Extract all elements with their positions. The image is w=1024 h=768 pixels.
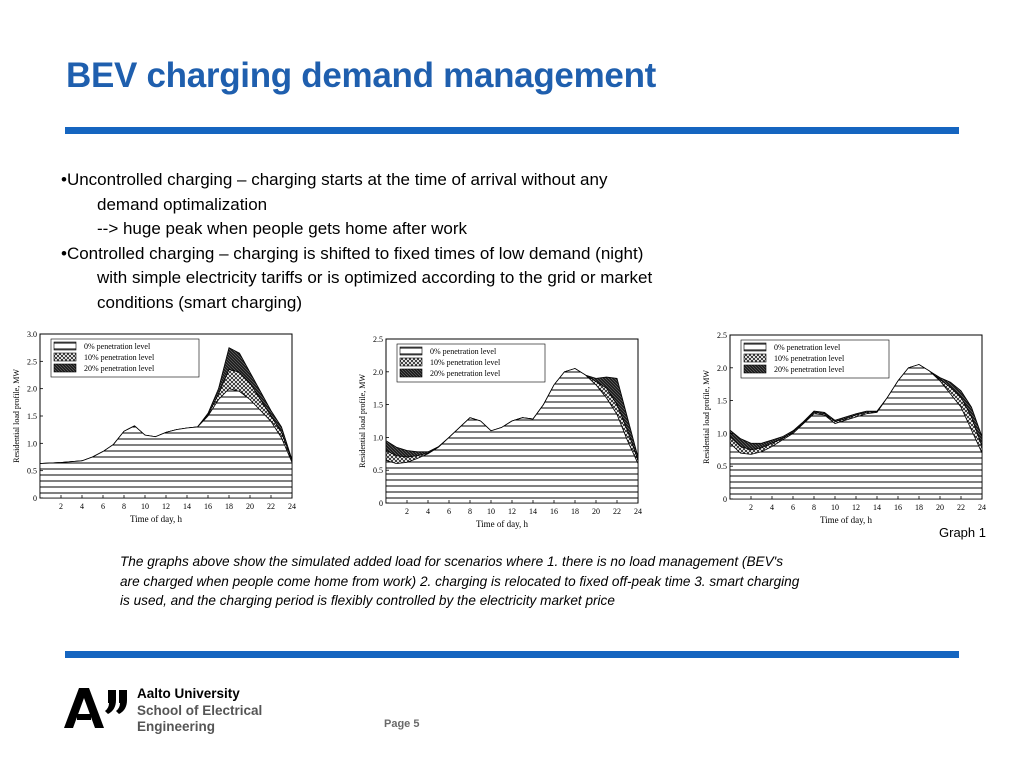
- x-axis-label: Time of day, h: [129, 514, 183, 524]
- chart-smart-charging: [700, 329, 992, 529]
- x-tick-label: 12: [852, 503, 860, 512]
- x-tick-label: 6: [791, 503, 795, 512]
- legend-swatch: [400, 369, 422, 377]
- x-tick-label: 2: [59, 502, 63, 511]
- legend-entry: 10% penetration level: [774, 354, 845, 363]
- legend-entry: 20% penetration level: [774, 365, 845, 374]
- x-tick-label: 2: [405, 507, 409, 516]
- x-tick-label: 14: [873, 503, 881, 512]
- x-tick-label: 18: [571, 507, 579, 516]
- legend-swatch: [54, 364, 76, 372]
- x-tick-label: 6: [101, 502, 105, 511]
- legend-swatch: [54, 342, 76, 350]
- x-tick-label: 4: [770, 503, 774, 512]
- y-tick-label: 2.0: [717, 363, 727, 373]
- y-tick-label: 0: [723, 495, 727, 504]
- x-tick-label: 18: [225, 502, 233, 511]
- legend-entry: 10% penetration level: [430, 358, 501, 367]
- x-tick-label: 2: [749, 503, 753, 512]
- bullet-controlled-cont: with simple electricity tariffs or is optimized according to the grid or market: [97, 268, 653, 288]
- bullet-uncontrolled-peak: --> huge peak when people gets home after work: [97, 219, 467, 239]
- university-line: Aalto University: [137, 686, 240, 701]
- aalto-logo-icon: [64, 688, 128, 735]
- legend-swatch: [400, 358, 422, 366]
- x-axis-label: Time of day, h: [475, 519, 529, 529]
- x-tick-label: 8: [468, 507, 472, 516]
- y-tick-label: 2.5: [717, 331, 727, 340]
- x-tick-label: 10: [831, 503, 839, 512]
- y-tick-label: 1.5: [373, 400, 383, 410]
- caption-line: are charged when people come home from work) 2. charging is relocated to fixed off-peak time 3. smart charging: [120, 573, 800, 589]
- y-tick-label: 0.5: [373, 466, 383, 476]
- graph-caption: [120, 552, 920, 611]
- x-tick-label: 8: [122, 502, 126, 511]
- bullet-controlled-smart: conditions (smart charging): [97, 292, 303, 312]
- legend-swatch: [744, 365, 766, 373]
- chart-legend: [51, 339, 199, 377]
- x-axis-label: Time of day, h: [819, 515, 873, 525]
- x-tick-label: 6: [447, 507, 451, 516]
- legend-entry: 20% penetration level: [84, 364, 155, 373]
- x-tick-label: 22: [957, 503, 965, 512]
- y-tick-label: 1.0: [27, 439, 37, 449]
- bullet-controlled: •Controlled charging – charging is shifted to fixed times of low demand (night): [61, 243, 644, 263]
- x-tick-label: 24: [978, 503, 986, 512]
- y-tick-label: 2.5: [373, 335, 383, 344]
- university-name: [137, 686, 262, 736]
- slide-title: BEV charging demand management: [66, 56, 657, 95]
- y-axis-label: Residential load profile, MW: [702, 370, 711, 464]
- x-tick-label: 22: [613, 507, 621, 516]
- x-tick-label: 18: [915, 503, 923, 512]
- y-tick-label: 0.5: [27, 466, 37, 476]
- legend-swatch: [744, 354, 766, 362]
- top-divider: [65, 127, 959, 134]
- y-tick-label: 1.5: [27, 412, 37, 421]
- caption-line: The graphs above show the simulated added load for scenarios where 1. there is no load management (BEV's: [120, 554, 784, 569]
- x-tick-label: 20: [246, 502, 254, 511]
- x-tick-label: 20: [592, 507, 600, 516]
- legend-swatch: [744, 343, 766, 351]
- x-tick-label: 20: [936, 503, 944, 512]
- bottom-divider: [65, 651, 959, 658]
- y-tick-label: 0.5: [717, 462, 727, 472]
- x-tick-label: 14: [183, 502, 191, 511]
- page-number: Page 5: [384, 718, 420, 730]
- x-tick-label: 10: [487, 507, 495, 516]
- y-axis-label: Residential load profile, MW: [358, 374, 367, 468]
- legend-swatch: [400, 347, 422, 355]
- y-axis-label: Residential load profile, MW: [12, 369, 21, 463]
- legend-entry: 20% penetration level: [430, 369, 501, 378]
- x-tick-label: 16: [204, 502, 212, 511]
- legend-entry: 0% penetration level: [430, 347, 497, 356]
- legend-entry: 10% penetration level: [84, 353, 155, 362]
- legend-entry: 0% penetration level: [84, 342, 151, 351]
- x-tick-label: 24: [634, 507, 642, 516]
- x-tick-label: 22: [267, 502, 275, 511]
- y-tick-label: 0: [379, 499, 383, 508]
- x-tick-label: 4: [426, 507, 430, 516]
- y-tick-label: 2.0: [373, 367, 383, 377]
- chart-legend: [397, 344, 545, 382]
- chart-legend: [741, 340, 889, 378]
- x-tick-label: 10: [141, 502, 149, 511]
- x-tick-label: 12: [162, 502, 170, 511]
- area-series-0: [40, 389, 292, 498]
- y-tick-label: 1.0: [373, 433, 383, 443]
- chart-uncontrolled: [10, 328, 302, 528]
- department-line: Engineering: [137, 719, 216, 734]
- x-tick-label: 16: [894, 503, 902, 512]
- y-tick-label: 1.5: [717, 396, 727, 406]
- x-tick-label: 12: [508, 507, 516, 516]
- bullet-uncontrolled-cont: demand optimalization: [97, 194, 268, 214]
- legend-swatch: [54, 353, 76, 361]
- x-tick-label: 24: [288, 502, 296, 511]
- chart-off-peak: [356, 333, 648, 533]
- x-tick-label: 14: [529, 507, 537, 516]
- caption-line: is used, and the charging period is flexibly controlled by the electricity market price: [120, 593, 615, 608]
- y-tick-label: 2.0: [27, 384, 37, 394]
- graph-label: Graph 1: [939, 525, 986, 540]
- x-tick-label: 16: [550, 507, 558, 516]
- bullet-uncontrolled: •Uncontrolled charging – charging starts at the time of arrival without any: [61, 170, 608, 189]
- bullet-list: [61, 168, 781, 316]
- y-tick-label: 3.0: [27, 330, 37, 339]
- x-tick-label: 8: [812, 503, 816, 512]
- y-tick-label: 2.5: [27, 357, 37, 367]
- legend-entry: 0% penetration level: [774, 343, 841, 352]
- x-tick-label: 4: [80, 502, 84, 511]
- y-tick-label: 0: [33, 494, 37, 503]
- school-line: School of Electrical: [137, 702, 263, 718]
- y-tick-label: 1.0: [717, 429, 727, 439]
